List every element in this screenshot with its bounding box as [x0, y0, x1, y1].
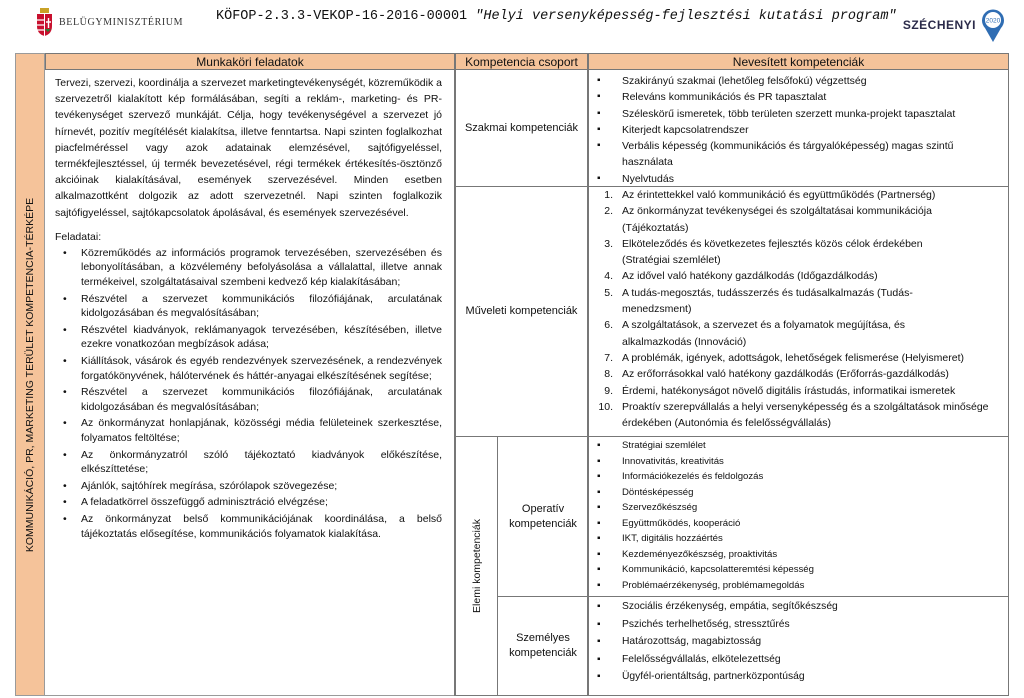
list-item: 3. Elköteleződés és következetes fejlesztés közös célok érdekében (Stratégiai szemlélet)	[604, 237, 923, 267]
column-header-named-label: Nevesített kompetenciák	[732, 54, 865, 69]
list-item: • Részvétel a szervezet kommunikációs filozófiájának, arculatának kidolgozásában és megvalósításában;	[55, 292, 442, 321]
muveleti-list	[593, 187, 1005, 431]
list-item: • Közreműködés az információs programok tervezésében, szervezésében és lebonyolításában, a közvélemény befolyásolása a vállalattal, illetve annak termékeivel, szolgáltatásaival szembeni kedvező kép kialakításában;	[55, 246, 442, 290]
tasks-cell	[46, 69, 455, 696]
szakmai-list	[593, 73, 1005, 187]
list-item: • A feladatkörrel összefüggő adminisztráció elvégzése;	[55, 495, 442, 510]
list-item: 10. Proaktív szerepvállalás a helyi versenyképesség és a szolgáltatások minősége érdekében (Autonómia és felelősségvállalás)	[598, 400, 989, 430]
list-item: ▪ Szakirányú szakmai (lehetőleg felsőfokú) végzettség	[593, 73, 1005, 89]
list-item: 5. A tudás-megosztás, tudásszerzés és tudásalkalmazás (Tudás-menedzsment)	[604, 286, 913, 316]
tasks-list	[55, 246, 442, 541]
brand-year: 2020	[985, 17, 1001, 25]
list-item: ▪ Felelősségvállalás, elkötelezettség	[593, 651, 1005, 669]
project-code: KÖFOP-2.3.3-VEKOP-16-2016-00001	[216, 9, 468, 24]
coat-of-arms-icon	[36, 8, 53, 36]
list-item: ▪ Pszichés terhelhetőség, stressztűrés	[593, 616, 1005, 634]
ministry-name: BELÜGYMINISZTÉRIUM	[59, 16, 184, 28]
brand-name: SZÉCHENYI	[902, 18, 976, 32]
list-item: ▪ Innovativitás, kreativitás	[593, 454, 1005, 470]
group-label-operativ: Operatív kompetenciák	[509, 502, 577, 530]
szechenyi-2020-pin-icon	[980, 8, 1006, 42]
list-item: • Ajánlók, sajtóhírek megírása, szórólapok szövegezése;	[55, 479, 442, 494]
group-cell-szemelyes	[497, 596, 588, 696]
vertical-title-text: KOMMUNIKÁCIÓ, PR, MARKETING TERÜLET KOMPETENCIA-TÉRKÉPE	[24, 197, 36, 552]
page-title	[216, 9, 897, 24]
list-item: ▪ Információkezelés és feldolgozás	[593, 469, 1005, 485]
ministry-logo	[36, 8, 183, 36]
list-item: ▪ Szociális érzékenység, empátia, segítőkészség	[593, 598, 1005, 616]
group-cell-szakmai	[455, 69, 588, 187]
group-cell-elemi	[455, 436, 498, 696]
list-item: • Az önkormányzat belső kommunikációjának koordinálása, a belső tájékoztatás elősegítése, kommunikációs folyamatok kialakítása.	[55, 512, 442, 541]
list-item: • Részvétel a szervezet kommunikációs filozófiájának, arculatának kidolgozásában és megvalósításában;	[55, 385, 442, 414]
list-item: ▪ Együttműködés, kooperáció	[593, 516, 1005, 532]
group-label-szemelyes: Személyes kompetenciák	[509, 632, 577, 659]
list-item: 8. Az erőforrásokkal való hatékony gazdálkodás (Erőforrás-gazdálkodás)	[604, 368, 949, 381]
list-item: 2. Az önkormányzat tevékenységei és szolgáltatásai kommunikációja (Tájékoztatás)	[604, 205, 932, 234]
column-header-group	[455, 53, 588, 70]
tasks-intro: Tervezi, szervezi, koordinálja a szervezet marketingtevékenységét, közreműködik a szervezetről kialakított kép formálásában, segíti a reklám-, marketing- és PR-tevékenységet szervező munkáját. Célja, hogy tevékenységével a szervezet jó hírnevét, pozitív megítélését kialakítsa, illetve fenntartsa. Napi szinten foglalkozhat piacfelméréssel vagy azok adatainak elemzésével, sajtófigyeléssel, termékfejlesztéssel, új termék bevezetésével, régi termékek értékesítés-ösztönző akcióinak kialakításával, események szervezésével. Minden esetben alkalmazottként dolgozik az adott szervezetnél. Napi szinten foglalkozik sajtófigyeléssel, sajtókapcsolatok ápolásával, és események szervezésével.	[55, 77, 442, 219]
list-item: 7. A problémák, igények, adottságok, lehetőségek felismerése (Helyismeret)	[604, 351, 964, 364]
list-item: ▪ Ügyfél-orientáltság, partnerközpontúság	[593, 668, 1005, 686]
project-name: "Helyi versenyképesség-fejlesztési kutatási program"	[475, 9, 897, 24]
list-item: ▪ Széleskörű ismeretek, több területen szerzett munka-projekt tapasztalat	[593, 106, 1005, 122]
column-header-group-label: Kompetencia csoport	[465, 54, 578, 69]
group-cell-muveleti	[455, 186, 588, 437]
column-header-named	[588, 53, 1009, 70]
list-item: • Részvétel kiadványok, reklámanyagok tervezésében, készítésében, illetve ezekre vonatkozóan megbízások adása;	[55, 323, 442, 352]
group-cell-operativ	[497, 436, 588, 597]
list-item: ▪ Kezdeményezőkészség, proaktivitás	[593, 547, 1005, 563]
tasks-list-label: Feladatai:	[55, 230, 102, 243]
list-item: ▪ IKT, digitális hozzáértés	[593, 531, 1005, 547]
list-item: ▪ Kiterjedt kapcsolatrendszer	[593, 122, 1005, 138]
list-item: ▪ Határozottság, magabiztosság	[593, 633, 1005, 651]
list-item: ▪ Releváns kommunikációs és PR tapasztalat	[593, 89, 1005, 105]
list-item: ▪ Verbális képesség (kommunikációs és tárgyalóképesség) magas szintű használata	[593, 138, 1005, 171]
szechenyi-logo	[903, 8, 1006, 42]
list-item: 9. Érdemi, hatékonyságot növelő digitális írástudás, informatikai ismeretek	[604, 384, 956, 397]
document-header	[0, 0, 1024, 50]
table-vertical-title	[15, 53, 45, 696]
list-item: 1. Az érintettekkel való kommunikáció és együttműködés (Partnerség)	[604, 189, 936, 201]
szemelyes-list	[593, 598, 1005, 686]
group-label-szakmai: Szakmai kompetenciák	[464, 121, 579, 134]
group-label-elemi	[456, 437, 497, 695]
list-item: ▪ Problémaérzékenység, problémamegoldás	[593, 578, 1005, 594]
list-item: ▪ Kommunikáció, kapcsolatteremtési képesség	[593, 562, 1005, 578]
list-item: • Kiállítások, vásárok és egyéb rendezvények szervezésének, a rendezvények forgatókönyvének, hálótervének és háttér-anyagai elkészítésének segítése;	[55, 354, 442, 383]
operativ-list	[593, 438, 1005, 593]
list-item: • Az önkormányzat honlapjának, közösségi média felületeinek szerkesztése, folyamatos feltöltése;	[55, 416, 442, 445]
group-label-muveleti: Műveleti kompetenciák	[465, 305, 578, 317]
list-item: 4. Az idővel való hatékony gazdálkodás (Időgazdálkodás)	[604, 270, 878, 283]
list-item: ▪ Döntésképesség	[593, 485, 1005, 501]
column-header-tasks-label: Munkaköri feladatok	[196, 54, 304, 69]
group-label-elemi-text: Elemi kompetenciák	[470, 519, 483, 613]
list-item: • Az önkormányzatról szóló tájékoztató kiadványok előkészítése, elkészíttetése;	[55, 448, 442, 477]
list-item: ▪ Szervezőkészség	[593, 500, 1005, 516]
column-header-tasks	[45, 53, 455, 70]
list-item: ▪ Nyelvtudás	[593, 171, 1005, 187]
list-item: 6. A szolgáltatások, a szervezet és a folyamatok megújítása, és alkalmazkodás (Innováció)	[604, 319, 906, 348]
list-item: ▪ Stratégiai szemlélet	[593, 438, 1005, 454]
